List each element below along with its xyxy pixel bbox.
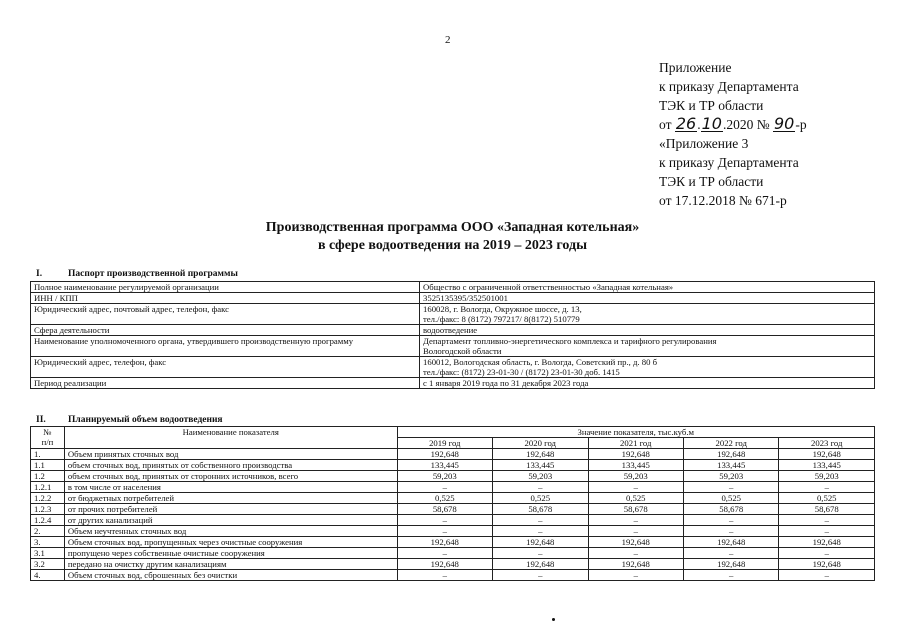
row-value: – xyxy=(588,482,683,493)
year-header: 2023 год xyxy=(779,438,875,449)
title-line-2: в сфере водоотведения на 2019 – 2023 годы xyxy=(317,238,588,253)
row-value: – xyxy=(683,482,778,493)
row-value: – xyxy=(588,570,683,581)
row-number: 1. xyxy=(31,449,65,460)
row-value: 133,445 xyxy=(779,460,875,471)
passport-value: водоотведение xyxy=(420,325,875,336)
row-value: – xyxy=(683,515,778,526)
passport-value: 3525135395/352501001 xyxy=(420,293,875,304)
passport-label: Полное наименование регулируемой организации xyxy=(31,282,420,293)
row-value: 192,648 xyxy=(397,537,492,548)
row-value: – xyxy=(779,482,875,493)
row-value: 192,648 xyxy=(397,449,492,460)
row-value: – xyxy=(397,548,492,559)
passport-table xyxy=(30,281,875,389)
row-value: 0,525 xyxy=(683,493,778,504)
row-value: 192,648 xyxy=(683,537,778,548)
passport-label: Наименование уполномоченного органа, утвердившего производственную программу xyxy=(31,336,420,357)
row-value: 192,648 xyxy=(588,559,683,570)
row-number: 1.2.2 xyxy=(31,493,65,504)
appendix-line: к приказу Департамента xyxy=(659,79,799,94)
row-number: 1.2.3 xyxy=(31,504,65,515)
row-number: 3.1 xyxy=(31,548,65,559)
row-value: 58,678 xyxy=(588,504,683,515)
row-name: объем сточных вод, принятых от собственного производства xyxy=(64,460,397,471)
row-value: 192,648 xyxy=(683,449,778,460)
volume-table xyxy=(30,426,875,581)
order-day-handwritten: 26 xyxy=(675,114,697,133)
row-value: 0,525 xyxy=(588,493,683,504)
row-value: – xyxy=(493,482,588,493)
row-value: 0,525 xyxy=(779,493,875,504)
table-row xyxy=(31,570,875,581)
passport-row xyxy=(31,304,875,325)
passport-row xyxy=(31,325,875,336)
passport-label: Период реализации xyxy=(31,378,420,389)
year-header: 2020 год xyxy=(493,438,588,449)
row-number: 1.2.4 xyxy=(31,515,65,526)
col-header-number: № п/п xyxy=(31,427,65,449)
page-number: 2 xyxy=(445,34,451,46)
order-suffix: -р xyxy=(795,117,807,132)
row-value: 0,525 xyxy=(493,493,588,504)
row-value: 192,648 xyxy=(779,537,875,548)
appendix-line: «Приложение 3 xyxy=(659,136,749,151)
order-date-line: от 26.10.2020 № 90-р xyxy=(659,114,807,133)
document-title xyxy=(0,219,905,255)
row-name: от бюджетных потребителей xyxy=(64,493,397,504)
row-value: 192,648 xyxy=(493,559,588,570)
row-value: – xyxy=(779,515,875,526)
order-year: .2020 № xyxy=(722,117,770,132)
row-value: 192,648 xyxy=(493,537,588,548)
section-title: Паспорт производственной программы xyxy=(68,269,238,279)
row-value: 192,648 xyxy=(588,449,683,460)
row-value: 59,203 xyxy=(493,471,588,482)
row-value: – xyxy=(397,515,492,526)
passport-row xyxy=(31,282,875,293)
passport-label: Юридический адрес, телефон, факс xyxy=(31,357,420,378)
passport-row xyxy=(31,336,875,357)
passport-value: Общество с ограниченной ответственностью «Западная котельная» xyxy=(420,282,875,293)
row-name: передано на очистку другим канализациям xyxy=(64,559,397,570)
row-value: 192,648 xyxy=(588,537,683,548)
row-number: 1.1 xyxy=(31,460,65,471)
table-row xyxy=(31,471,875,482)
passport-label: Сфера деятельности xyxy=(31,325,420,336)
row-value: 59,203 xyxy=(683,471,778,482)
title-line-1: Производственная программа ООО «Западная котельная» xyxy=(265,220,640,235)
row-name: Объем неучтенных сточных вод xyxy=(64,526,397,537)
row-value: – xyxy=(493,515,588,526)
appendix-line: от 17.12.2018 № 671-р xyxy=(659,193,787,208)
row-value: 192,648 xyxy=(493,449,588,460)
row-value: 58,678 xyxy=(493,504,588,515)
appendix-line: ТЭК и ТР области xyxy=(659,174,764,189)
row-value: 192,648 xyxy=(779,449,875,460)
row-value: – xyxy=(588,548,683,559)
scan-speck xyxy=(552,618,555,621)
passport-row xyxy=(31,293,875,304)
row-number: 4. xyxy=(31,570,65,581)
row-name: Объем принятых сточных вод xyxy=(64,449,397,460)
year-header: 2021 год xyxy=(588,438,683,449)
row-value: – xyxy=(493,548,588,559)
table-row xyxy=(31,526,875,537)
row-value: 59,203 xyxy=(397,471,492,482)
appendix-line: Приложение xyxy=(659,60,732,75)
year-header: 2022 год xyxy=(683,438,778,449)
row-value: – xyxy=(493,570,588,581)
row-name: в том числе от населения xyxy=(64,482,397,493)
table-row xyxy=(31,482,875,493)
passport-value: 160012, Вологодская область, г. Вологда, Советский пр., д. 80 б тел./факс: (8172) 23-01-30 / (8172) 23-01-30 доб. 1415 xyxy=(420,357,875,378)
passport-value: 160028, г. Вологда, Окружное шоссе, д. 13, тел./факс: 8 (8172) 797217/ 8(8172) 510779 xyxy=(420,304,875,325)
row-value: 59,203 xyxy=(588,471,683,482)
order-month-handwritten: 10 xyxy=(701,114,722,133)
order-number-handwritten: 90 xyxy=(773,114,795,133)
passport-row xyxy=(31,357,875,378)
appendix-line: ТЭК и ТР области xyxy=(659,98,764,113)
col-header-name: Наименование показателя xyxy=(64,427,397,449)
row-value: 59,203 xyxy=(779,471,875,482)
row-name: Объем сточных вод, сброшенных без очистки xyxy=(64,570,397,581)
section-number: II. xyxy=(36,415,46,425)
passport-value: с 1 января 2019 года по 31 декабря 2023 года xyxy=(420,378,875,389)
row-number: 2. xyxy=(31,526,65,537)
row-value: – xyxy=(397,570,492,581)
appendix-block xyxy=(659,58,807,210)
passport-label: Юридический адрес, почтовый адрес, телефон, факс xyxy=(31,304,420,325)
table-row xyxy=(31,515,875,526)
appendix-line: к приказу Департамента xyxy=(659,155,799,170)
passport-value: Департамент топливно-энергетического комплекса и тарифного регулирования Вологодской области xyxy=(420,336,875,357)
row-value: – xyxy=(779,548,875,559)
row-value: 58,678 xyxy=(683,504,778,515)
table-row xyxy=(31,504,875,515)
row-value: – xyxy=(683,570,778,581)
table-row xyxy=(31,449,875,460)
passport-row xyxy=(31,378,875,389)
row-name: пропущено через собственные очистные сооружения xyxy=(64,548,397,559)
row-value: – xyxy=(588,526,683,537)
row-name: объем сточных вод, принятых от сторонних источников, всего xyxy=(64,471,397,482)
table-row xyxy=(31,493,875,504)
row-number: 3. xyxy=(31,537,65,548)
passport-label: ИНН / КПП xyxy=(31,293,420,304)
section-title: Планируемый объем водоотведения xyxy=(68,415,223,425)
row-name: от других канализаций xyxy=(64,515,397,526)
table-row xyxy=(31,559,875,570)
section-2-heading xyxy=(30,415,223,425)
row-value: – xyxy=(397,482,492,493)
table-row xyxy=(31,460,875,471)
row-value: – xyxy=(683,526,778,537)
row-value: 0,525 xyxy=(397,493,492,504)
row-number: 1.2 xyxy=(31,471,65,482)
row-number: 1.2.1 xyxy=(31,482,65,493)
row-value: – xyxy=(397,526,492,537)
row-name: Объем сточных вод, пропущенных через очистные сооружения xyxy=(64,537,397,548)
section-1-heading xyxy=(30,269,238,279)
row-value: 58,678 xyxy=(779,504,875,515)
row-value: – xyxy=(588,515,683,526)
row-value: 133,445 xyxy=(588,460,683,471)
row-value: – xyxy=(493,526,588,537)
col-header-value: Значение показателя, тыс.куб.м xyxy=(397,427,874,438)
row-value: – xyxy=(779,526,875,537)
row-number: 3.2 xyxy=(31,559,65,570)
table-row xyxy=(31,548,875,559)
row-value: – xyxy=(683,548,778,559)
row-value: 58,678 xyxy=(397,504,492,515)
row-value: – xyxy=(779,570,875,581)
row-value: 133,445 xyxy=(493,460,588,471)
row-value: 133,445 xyxy=(683,460,778,471)
year-header: 2019 год xyxy=(397,438,492,449)
table-row xyxy=(31,537,875,548)
section-number: I. xyxy=(36,269,43,279)
row-name: от прочих потребителей xyxy=(64,504,397,515)
row-value: 133,445 xyxy=(397,460,492,471)
row-value: 192,648 xyxy=(397,559,492,570)
row-value: 192,648 xyxy=(683,559,778,570)
row-value: 192,648 xyxy=(779,559,875,570)
order-prefix: от xyxy=(659,117,672,132)
